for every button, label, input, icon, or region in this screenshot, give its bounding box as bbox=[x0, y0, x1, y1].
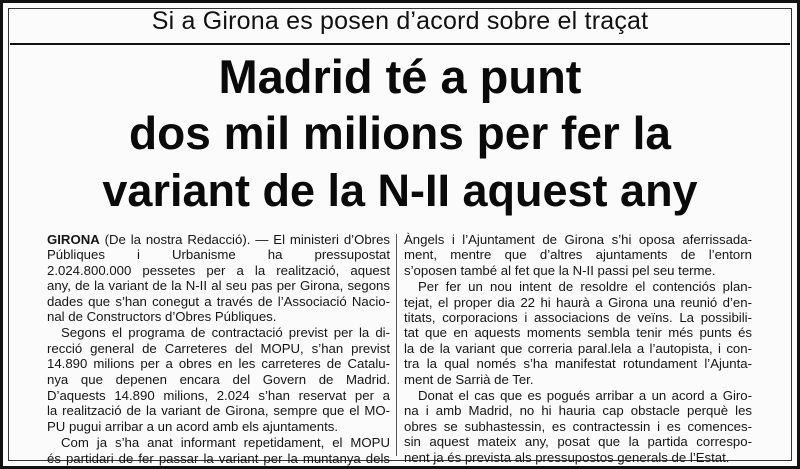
text-line: D’aquests 14.890 milions, 2.024 s’han reservat per a bbox=[47, 388, 390, 404]
paragraph-5 bbox=[404, 232, 752, 278]
text-line: Àngels i l’Ajuntament de Girona s’hi oposa aferrissada- bbox=[404, 232, 752, 247]
paragraph-2 bbox=[47, 325, 390, 387]
text-line: s’oposen també al fet que la N-II passi pel seu terme. bbox=[404, 262, 716, 278]
article-column-right bbox=[404, 232, 752, 465]
headline-line-1: Madrid té a punt bbox=[218, 50, 582, 103]
paragraph-1 bbox=[47, 232, 390, 324]
text-line: obres se subhastessin, es contractessin i es comences- bbox=[404, 418, 752, 434]
dateline: GIRONA bbox=[47, 232, 100, 247]
text-line: ment, mentre que d’altres ajuntaments de l’entorn bbox=[404, 247, 752, 263]
text-line: any, de la variant de la N-II al seu pas per Girona, segons bbox=[47, 278, 390, 294]
text-line: ment de Sarrià de Ter. bbox=[404, 371, 534, 387]
text-line: titats, corporacions i associacions de veïns. La possibili- bbox=[404, 310, 752, 326]
paragraph-7 bbox=[404, 388, 752, 465]
text-line: és partidari de fer passar la variant per la muntanya dels bbox=[47, 450, 390, 466]
text-line: Públiques i Urbanisme ha pressupostat bbox=[47, 247, 390, 263]
text-line: Per fer un nou intent de resoldre el contenciós plan- bbox=[418, 279, 752, 295]
text-line: nya que depenen encara del Govern de Madrid. bbox=[47, 371, 390, 387]
text-line: la realització de la variant de Girona, sempre que el MO- bbox=[47, 403, 390, 419]
paragraph-4 bbox=[47, 435, 390, 466]
paragraph-6 bbox=[404, 279, 752, 387]
dateline-text: (De la nostra Redacció). — El ministeri d’Obres bbox=[104, 232, 390, 247]
kicker: Si a Girona es posen d’acord sobre el traçat bbox=[151, 7, 649, 35]
text-line: nent ja és prevista als pressupostos generals de l’Estat. bbox=[404, 449, 730, 465]
text-line: sin aquest mateix any, posat que la partida correspo- bbox=[404, 434, 752, 450]
text-line: tra la qual només s’ha manifestat rotundament l’Ajunta- bbox=[404, 356, 752, 372]
kicker-rule bbox=[10, 43, 790, 45]
headline bbox=[8, 48, 792, 219]
text-line: Com ja s’ha anat informant repetidament, el MOPU bbox=[61, 435, 390, 451]
text-line bbox=[47, 232, 390, 247]
text-line: PU pugui arribar a un acord amb els ajuntaments. bbox=[47, 418, 339, 434]
paragraph-3 bbox=[47, 388, 390, 434]
text-line: na i amb Madrid, no hi hauria cap obstacle perquè les bbox=[404, 403, 752, 419]
text-line: 14.890 milions per a obres en les carreteres de Catalu- bbox=[47, 356, 390, 372]
column-rule bbox=[396, 234, 397, 456]
text-line: recció general de Carreteres del MOPU, s’han previst bbox=[47, 340, 390, 356]
text-line: tejat, el proper dia 22 hi haurà a Girona una reunió d’en- bbox=[404, 294, 752, 310]
text-line: 2.024.800.000 pessetes per a la realització, aquest bbox=[47, 262, 390, 278]
text-line: Segons el programa de contractació previst per la di- bbox=[61, 325, 390, 341]
text-line: nal de Constructors d’Obres Públiques. bbox=[47, 309, 277, 325]
text-line: dades que s’han conegut a través de l’Associació Nacio- bbox=[47, 293, 390, 309]
article-column-left bbox=[47, 232, 390, 466]
text-line: Donat el cas que es pogués arribar a un acord a Giro- bbox=[418, 388, 752, 404]
headline-line-2: dos mil milions per fer la bbox=[129, 107, 671, 159]
text-line: tat que en aquests moments sembla tenir més punts és bbox=[404, 325, 752, 341]
headline-line-3: variant de la N-II aquest any bbox=[102, 165, 698, 216]
text-line: la de la variant que correria paral.lela a l’autopista, i con- bbox=[404, 340, 752, 356]
